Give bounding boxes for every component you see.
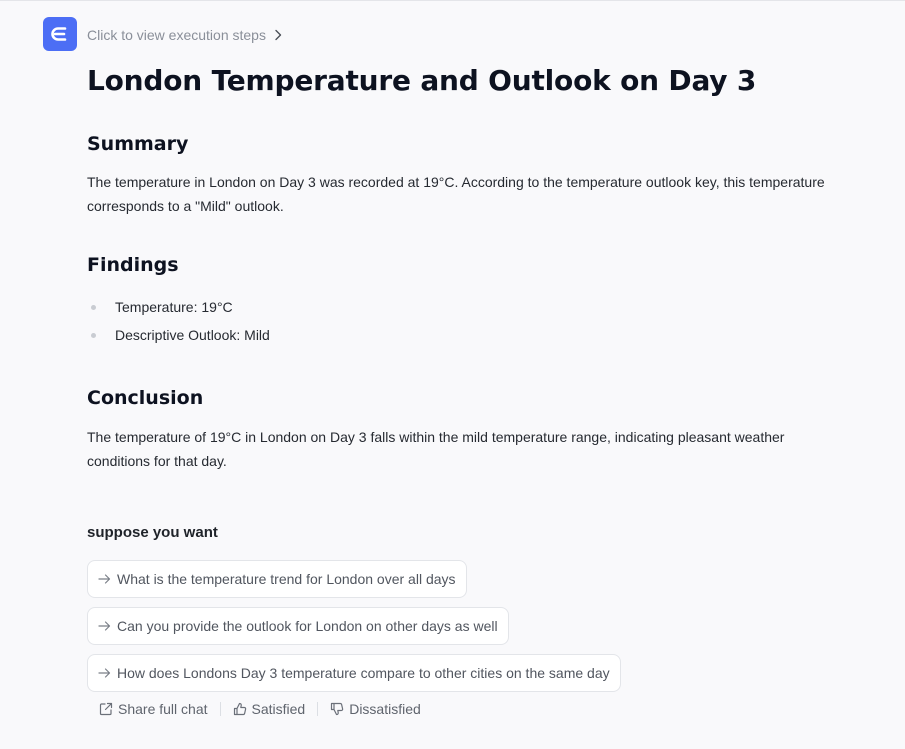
top-divider	[0, 0, 905, 1]
dissatisfied-button[interactable]	[330, 701, 421, 717]
thumbs-down-icon	[330, 702, 344, 716]
arrow-right-icon	[98, 668, 111, 678]
divider	[317, 702, 318, 716]
arrow-right-icon	[98, 574, 111, 584]
suggestions-list	[87, 560, 847, 692]
findings-list	[87, 293, 847, 349]
suggestion-button[interactable]	[87, 607, 509, 645]
divider	[220, 702, 221, 716]
satisfied-label: Satisfied	[251, 701, 306, 717]
suggestion-label: How does Londons Day 3 temperature compare to other cities on the same day	[117, 665, 610, 681]
summary-heading: Summary	[87, 133, 189, 155]
chevron-right-icon	[274, 29, 282, 41]
report-content	[87, 60, 847, 692]
satisfied-button[interactable]	[233, 701, 306, 717]
view-execution-steps-link[interactable]	[87, 26, 282, 44]
share-icon	[99, 702, 113, 716]
findings-heading: Findings	[87, 254, 179, 276]
suggestion-button[interactable]	[87, 560, 467, 598]
share-chat-button[interactable]	[99, 701, 208, 717]
list-item: Temperature: 19°C	[87, 293, 847, 321]
share-label: Share full chat	[118, 701, 208, 717]
suggestion-button[interactable]	[87, 654, 621, 692]
dissatisfied-label: Dissatisfied	[349, 701, 421, 717]
app-logo-icon	[43, 17, 77, 51]
thumbs-up-icon	[233, 702, 247, 716]
suggestions-title: suppose you want	[87, 524, 218, 541]
arrow-right-icon	[98, 621, 111, 631]
list-item: Descriptive Outlook: Mild	[87, 321, 847, 349]
report-title: London Temperature and Outlook on Day 3	[87, 64, 757, 97]
feedback-actions	[99, 699, 421, 719]
suggestion-label: What is the temperature trend for London over all days	[117, 571, 456, 587]
exec-steps-label: Click to view execution steps	[87, 27, 266, 43]
suggestion-label: Can you provide the outlook for London on other days as well	[117, 618, 498, 634]
conclusion-heading: Conclusion	[87, 387, 204, 409]
conclusion-text: The temperature of 19°C in London on Day 3 falls within the mild temperature range, indicating pleasant weather conditions for that day.	[87, 429, 785, 469]
summary-text: The temperature in London on Day 3 was recorded at 19°C. According to the temperature outlook key, this temperature corresponds to a "Mild" outlook.	[87, 174, 825, 214]
